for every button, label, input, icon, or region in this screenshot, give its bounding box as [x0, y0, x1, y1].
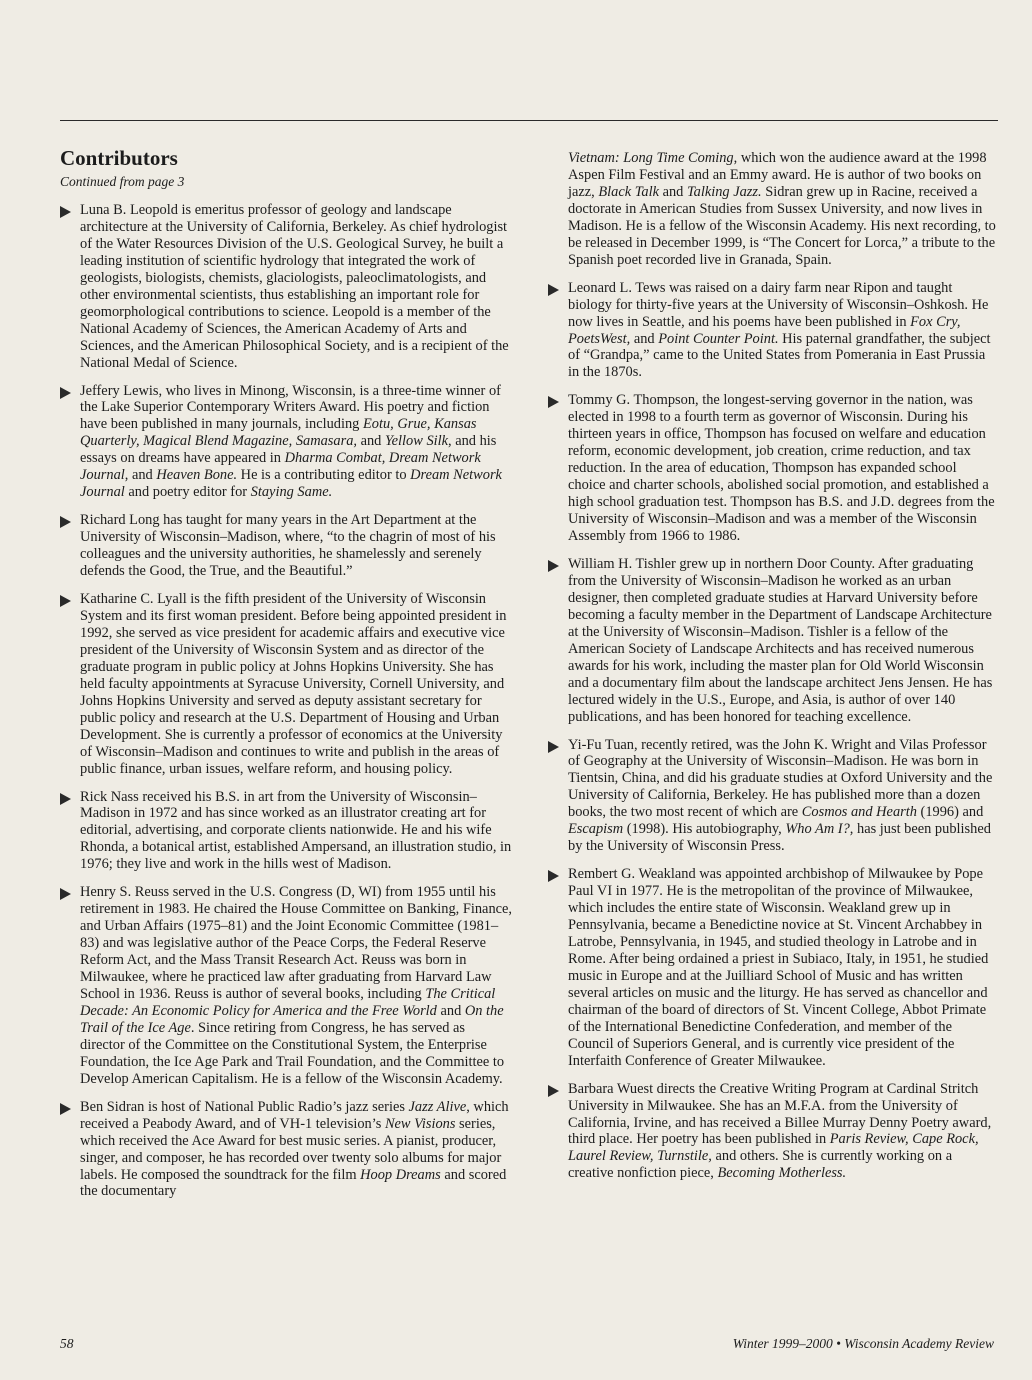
bio-text: , and — [124, 467, 157, 484]
italic-title: On the Trail of the Ice Age — [80, 1002, 504, 1036]
section-heading: Contributors — [60, 146, 178, 170]
italic-title: Heaven Bone. — [156, 467, 238, 484]
page-number: 58 — [60, 1336, 74, 1351]
italic-title: Jazz Alive — [408, 1098, 467, 1115]
bio-text: Jeffery Lewis, who lives in Minong, Wisconsin, is a three-time winner of the Lake Superior Contemporary Writers Award. His poetry and fiction have been published in many journals, including — [80, 382, 501, 433]
italic-title: Vietnam: Long Time Coming — [568, 150, 734, 166]
bio-text: Leonard L. Tews was raised on a dairy farm near Ripon and taught biology for thirty-five years at the University of Wisconsin–Oshkosh. He now lives in Seattle, and his poems have been published in — [568, 279, 989, 330]
right-entries — [548, 280, 996, 1183]
italic-title: Point Counter Point. — [658, 330, 779, 347]
bio-text: His paternal grandfather, the subject of “Grandpa,” came to the United States from Pomerania in East Prussia in the 1870s. — [568, 330, 991, 381]
contributor-entry — [548, 280, 996, 382]
bio-text: Rembert G. Weakland was appointed archbishop of Milwaukee by Pope Paul VI in 1977. He is the metropolitan of the province of Milwaukee, which includes the entire state of Wisconsin. Weakland grew up in Pennsylvania, became a Benedictine novice at St. Vincent Archabbey in Latrobe, Pennsylvania, in 1945, and studied theology in Latrobe and in Rome. After being ordained a priest in Subiaco, Italy, in 1951, he studied music in Europe and at the Juilliard School of Music and has written several articles on music and the liturgy. He has served as chancellor and chairman of the board of directors of St. Vincent College, Abbot Primate of the International Benedictine Confederation, and member of the Council of Superiors General, and is currently vice president of the Interfaith Conference of Greater Milwaukee. — [568, 866, 989, 1069]
italic-title: Staying Same. — [250, 484, 333, 501]
bio-text: Katharine C. Lyall is the fifth president of the University of Wisconsin System and its first woman president. Before being appointed president in 1992, she served as vice president for academic affairs and executive vice president of the University of Wisconsin System and as director of the graduate program in public policy at Johns Hopkins University. She has held faculty appointments at Syracuse University, Cornell University, and Johns Hopkins University and served as deputy assistant secretary for public policy and research at the U.S. Department of Housing and Urban Development. She is currently a professor of economics at the University of Wisconsin–Madison and continues to write and publish in the areas of public finance, urban issues, welfare reform, and housing policy. — [80, 591, 507, 777]
triangle-bullet-icon — [60, 206, 71, 218]
triangle-bullet-icon — [548, 396, 559, 408]
bio-text: . Since retiring from Congress, he has served as director of the Committee on the Constitutional System, the Enterprise Foundation, the Ice Age Park and Trail Foundation, and the Committee to Develop American Capitalism. He is a fellow of the Wisconsin Academy. — [80, 1019, 505, 1087]
contributor-entry — [60, 884, 512, 1087]
bio-text: and — [630, 330, 659, 347]
bio-text: Luna B. Leopold is emeritus professor of geology and landscape architecture at the University of California, Berkeley. As chief hydrologist of the Water Resources Division of the U.S. Geological Survey, he built a leading institution of scientific hydrology that integrated the work of geologists, biologists, chemists, glaciologists, paleoclimatologists, and other environmental scientists, thus establishing an important role for geomorphological contributions to science. Leopold is a member of the National Academy of Sciences, the American Academy of Arts and Sciences, and the American Philosophical Society, and is a recipient of the National Medal of Science. — [80, 202, 509, 371]
triangle-bullet-icon — [548, 1085, 559, 1097]
italic-title: Paris Review, Cape Rock, Laurel Review, Turnstile, — [568, 1131, 979, 1165]
right-column — [548, 150, 996, 1193]
bio-text: and — [658, 183, 687, 200]
italic-title: Dharma Combat, Dream Network Journal — [80, 450, 481, 484]
contributor-entry — [548, 556, 996, 726]
triangle-bullet-icon — [548, 870, 559, 882]
bio-text: , and his essays on dreams have appeared in — [80, 433, 497, 467]
bio-text: has just been published by the University of Wisconsin Press. — [568, 821, 991, 855]
bio-text: series, which received the Ace Award for best music series. A pianist, producer, singer, and composer, he has recorded over twenty solo albums for major labels. He composed the soundtrack for the film — [80, 1115, 502, 1183]
triangle-bullet-icon — [60, 888, 71, 900]
left-column — [60, 146, 512, 1211]
contributor-entry — [60, 383, 512, 502]
bio-text: , which won the audience award at the 1998 Aspen Film Festival and an Emmy award. He is author of two books on jazz, — [568, 150, 987, 200]
contributor-entry — [548, 737, 996, 856]
bio-text: William H. Tishler grew up in northern Door County. After graduating from the University of Wisconsin–Madison he worked as an urban designer, then completed graduate studies at Harvard University before becoming a faculty member in the Department of Landscape Architecture at the University of Wisconsin–Madison. Tishler is a fellow of the American Society of Landscape Architects and has received numerous awards for his work, including the master plan for Old World Wisconsin and a documentary film about the landscape architect Jens Jensen. He has lectured widely in the U.S., Europe, and Asia, is author of over 140 publications, and has been honored for teaching excellence. — [568, 555, 993, 725]
issue-line: Winter 1999–2000 • Wisconsin Academy Review — [732, 1336, 994, 1351]
bio-text: Tommy G. Thompson, the longest-serving governor in the nation, was elected in 1998 to a fourth term as governor of Wisconsin. During his thirteen years in office, Thompson has focused on welfare and education reform, economic development, job creation, crime reduction, and tax reduction. In the area of education, Thompson has expanded school choice and charter schools, abolished social promotion, and established a high school graduation test. Thompson has B.S. and J.D. degrees from the University of Wisconsin–Madison and was a member of the Wisconsin Assembly from 1966 to 1986. — [568, 392, 995, 545]
bio-text: (1998). His autobiography, — [623, 821, 786, 838]
contributor-entry — [548, 392, 996, 545]
triangle-bullet-icon — [60, 387, 71, 399]
italic-title: Black Talk — [598, 183, 659, 200]
bio-text: Yi-Fu Tuan, recently retired, was the John K. Wright and Vilas Professor of Geography at the University of Wisconsin–Madison. He was born in Tientsin, China, and did his graduate studies at Oxford University and the University of California, Berkeley. He has published more than a dozen books, the two most recent of which are — [568, 736, 993, 821]
bio-text: and — [357, 433, 385, 450]
contributor-entry — [60, 789, 512, 874]
bio-text: and — [436, 1002, 465, 1019]
italic-title: Hoop Dreams — [360, 1166, 441, 1183]
italic-title: Becoming Motherless. — [717, 1165, 847, 1182]
italic-title: Fox Cry, PoetsWest, — [568, 313, 961, 347]
triangle-bullet-icon — [60, 1103, 71, 1115]
bio-text: , which received a Peabody Award, and of VH-1 television’s — [80, 1098, 509, 1132]
triangle-bullet-icon — [60, 516, 71, 528]
italic-title: Cosmos and Hearth — [801, 804, 917, 821]
left-entries — [60, 202, 512, 1200]
top-rule — [60, 120, 998, 121]
contributor-entry — [548, 1081, 996, 1183]
italic-title: Talking Jazz. — [686, 183, 762, 200]
contributor-entry — [60, 512, 512, 580]
italic-title: Yellow Silk — [384, 433, 449, 450]
triangle-bullet-icon — [548, 284, 559, 296]
contributor-entry — [60, 202, 512, 372]
contributor-entry — [60, 591, 512, 777]
bio-text: (1996) and — [916, 804, 984, 821]
italic-title: The Critical Decade: An Economic Policy for America and the Free World — [80, 985, 496, 1019]
triangle-bullet-icon — [60, 595, 71, 607]
bio-text: Rick Nass received his B.S. in art from the University of Wisconsin–Madison in 1972 and has since worked as an illustrator creating art for editorial, advertising, and corporate clients nationwide. He and his wife Rhonda, a botanical artist, established Ampersand, an illustration studio, in 1976; they live and work in the hills west of Madison. — [80, 788, 512, 873]
bio-text: Sidran grew up in Racine, received a doctorate in American Studies from Sussex University, and now lives in Madison. He is a fellow of the Wisconsin Academy. His next recording, to be released in December 1999, is “The Concert for Lorca,” a tribute to the Spanish poet recorded live in Granada, Spain. — [568, 183, 996, 268]
italic-title: Eotu, Grue, Kansas Quarterly, Magical Blend Magazine, Samasara, — [80, 416, 477, 450]
bio-text: He is a contributing editor to — [237, 467, 411, 484]
italic-title: New Visions — [384, 1115, 456, 1132]
italic-title: Who Am I?, — [785, 821, 854, 838]
italic-title: Escapism — [568, 821, 624, 838]
italic-title: Dream Network Journal — [80, 467, 502, 501]
bio-text: and poetry editor for — [124, 484, 251, 501]
bio-text: Richard Long has taught for many years in the Art Department at the University of Wisconsin–Madison, where, “to the chagrin of most of his colleagues and the university authorities, he shamelessly and serenely defends the Good, the True, and the Beautiful.” — [80, 512, 496, 580]
contributor-bio-continuation — [548, 150, 996, 269]
bio-text: Barbara Wuest directs the Creative Writing Program at Cardinal Stritch University in Milwaukee. She has an M.F.A. from the University of California, Irvine, and has received a Billee Murray Denny Poetry award, third place. Her poetry has been published in — [568, 1080, 992, 1148]
contributor-entry — [60, 1099, 512, 1201]
continued-note: Continued from page 3 — [60, 174, 185, 189]
triangle-bullet-icon — [548, 560, 559, 572]
bio-text: and others. She is currently working on a creative nonfiction piece, — [568, 1148, 953, 1182]
bio-text: Ben Sidran is host of National Public Radio’s jazz series — [80, 1098, 409, 1115]
bio-text: and scored the documentary — [80, 1166, 507, 1200]
triangle-bullet-icon — [60, 793, 71, 805]
triangle-bullet-icon — [548, 741, 559, 753]
contributor-entry — [548, 866, 996, 1069]
bio-text: Henry S. Reuss served in the U.S. Congress (D, WI) from 1955 until his retirement in 1983. He chaired the House Committee on Banking, Finance, and Urban Affairs (1975–81) and the Joint Economic Committee (1981–83) and was legislative author of the Peace Corps, the Federal Reserve Reform Act, and the Mass Transit Research Act. Reuss was born in Milwaukee, where he practiced law after graduating from Harvard Law School in 1936. Reuss is author of several books, including — [80, 884, 513, 1002]
